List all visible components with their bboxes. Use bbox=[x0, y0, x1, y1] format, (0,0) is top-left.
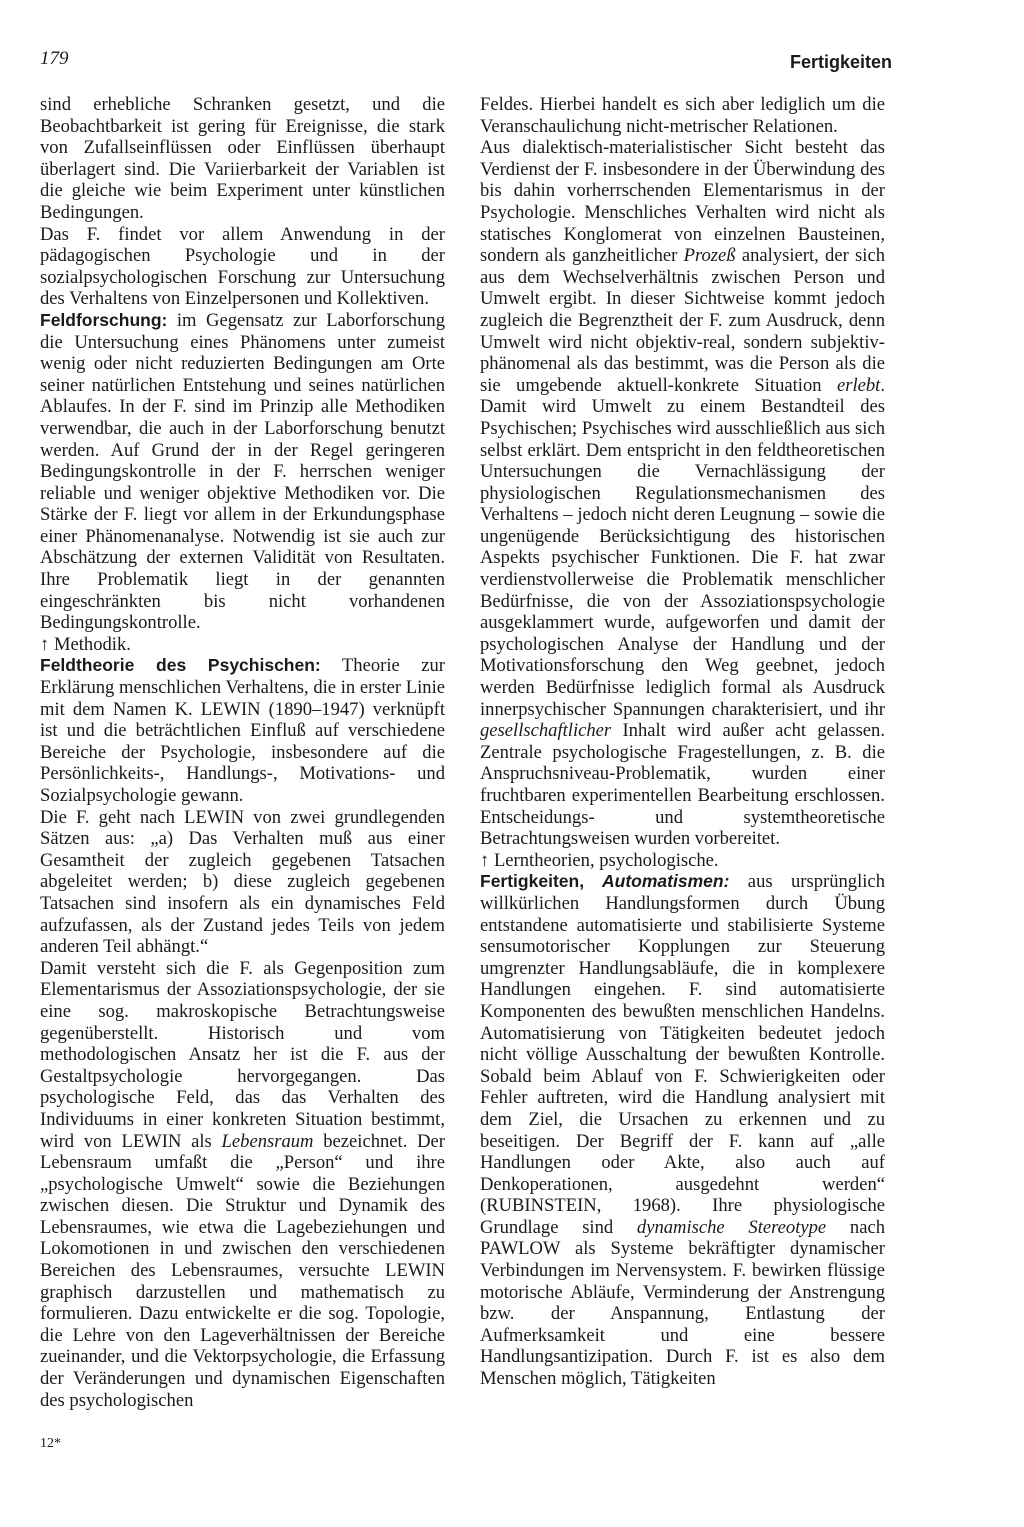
italic-term: Lebensraum bbox=[221, 1130, 314, 1152]
paragraph: Das F. findet vor allem Anwendung in der pädagogischen Psychologie und in der sozialpsychologischen Forschung zur Untersuchung des Verhaltens von Einzelpersonen und Kollektiven. bbox=[40, 223, 445, 310]
paragraph bbox=[480, 137, 885, 850]
text: Damit versteht sich die F. als Gegenposition zum Elementarismus der Assoziationspsychologie, der sie eine sog. makroskopische Betrachtungsweise gegenüberstellt. Historisch und vom methodologischen Ansatz her ist die F. aus der Gestaltpsychologie hervorgegangen. Das psychologische Feld, das das Verhalten des Individuums in einer konkreten Situation bestimmt, wird von LEWIN als bbox=[40, 957, 445, 1152]
paragraph: Die F. geht nach LEWIN von zwei grundlegenden Sätzen aus: „a) Das Verhalten muß aus einer Gesamtheit der zugleich gegebenen Tatsachen abgeleitet werden; b) diese zugleich gegebenen Tatsachen sind insofern als ein dynamisches Feld aufzufassen, als der Zustand jedes Teils von jedem anderen Teil abhängt.“ bbox=[40, 806, 445, 958]
entry-headword: Feldtheorie des Psychischen: bbox=[40, 655, 321, 676]
right-column bbox=[480, 94, 885, 1390]
text: Aus dialektisch-materialistischer Sicht besteht das Verdienst der F. insbesondere in der Überwindung des bis dahin vorherrschenden Elementarismus in der Psychologie. Menschliches Verhalten wird nicht als statisches Konglomerat von einzelnen Bausteinen, sondern als ganzheitlicher bbox=[480, 137, 885, 267]
entry-headword-italic: Automatismen: bbox=[584, 871, 730, 892]
left-column bbox=[40, 94, 445, 1411]
entry-fertigkeiten bbox=[480, 871, 885, 1389]
running-head: Fertigkeiten bbox=[789, 52, 892, 72]
cross-reference: ↑ Methodik. bbox=[40, 633, 131, 655]
paragraph: sind erhebliche Schranken gesetzt, und die Beobachtbarkeit ist gering für Ereignisse, die stark von Zufallseinflüssen oder Einflüssen überhaupt überlagert sind. Die Variierbarkeit der Variablen ist die gleiche wie beim Experiment unter künstlichen Bedingungen. bbox=[40, 94, 445, 223]
page-number: 179 bbox=[40, 48, 69, 69]
italic-term: erlebt bbox=[836, 374, 881, 396]
entry-feldtheorie bbox=[40, 655, 445, 806]
paragraph: Feldes. Hierbei handelt es sich aber lediglich um die Veranschaulichung nicht-metrischer Relationen. bbox=[480, 94, 885, 137]
italic-term: Prozeß bbox=[683, 245, 736, 267]
entry-text: Theorie zur Erklärung menschlichen Verhaltens, die in erster Linie mit dem Namen K. LEWIN (1890–1947) verknüpft ist und die beträchtlichen Einfluß auf verschiedene Bereiche der Psychologie, insbesondere auf die Persönlichkeits-, Handlungs-, Motivations- und Sozialpsychologie gewann. bbox=[40, 655, 445, 806]
signature-mark: 12* bbox=[40, 1436, 61, 1451]
entry-headword: Feldforschung: bbox=[40, 309, 168, 330]
text: analysiert, der sich aus dem Wechselverhältnis zwischen Person und Umwelt ergibt. In dieser Sichtweise kommt jedoch zugleich die Begrenztheit der F. zum Ausdruck, denn Umwelt wird nicht objektiv-real, sondern subjektiv-phänomenal als das bestimmt, was die Person als die sie umgebende aktuell-konkrete Situation bbox=[480, 245, 885, 396]
italic-term: gesellschaftlicher bbox=[480, 720, 612, 742]
entry-text: nach PAWLOW als Systeme bekräftigter dynamischer Verbindungen im Nervensystem. F. bewirken flüssige motorische Abläufe, Verminderung der Anstrengung bzw. der Anspannung, Entlastung der Aufmerksamkeit und eine bessere Handlungsantizipation. Durch F. ist es also dem Menschen möglich, Tätigkeiten bbox=[480, 1216, 885, 1390]
cross-reference: ↑ Lerntheorien, psychologische. bbox=[480, 849, 719, 871]
text: bezeichnet. Der Lebensraum umfaßt die „Person“ und ihre „psychologische Umwelt“ sowie die Beziehungen zwischen diesen. Die Struktur und Dynamik des Lebensraumes, wie etwa die Lagebeziehungen und Lokomotionen in und zwischen den verschiedenen Bereichen des Lebensraumes, versuchte LEWIN graphisch darzustellen und mathematisch zu formulieren. Dazu entwickelte er die sog. Topologie, die Lehre von den Lageverhältnissen der Bereiche zueinander, und die Vektorpsychologie, die Erfassung der Veränderungen und dynamischen Eigenschaften des psychologischen bbox=[40, 1130, 446, 1411]
italic-term: dynamische Stereotype bbox=[636, 1216, 827, 1238]
text: . Damit wird Umwelt zu einem Bestandteil des Psychischen; Psychisches wird ausschließlich aus sich selbst erklärt. Dem entspricht in den feldtheoretischen Untersuchungen die Vernachlässigung der physiologischen Regulationsmechanismen des Verhaltens – jedoch nicht deren Leugnung – sowie die ungenügende Berücksichtigung des historischen Aspekts psychischer Funktionen. Die F. hat zwar verdienstvollerweise die Problematik menschlicher Bedürfnisse, die von der Assoziationspsychologie ausgeklammert wurde, aufgeworfen und damit der psychologischen Analyse der Handlung und der Motivationsforschung den Weg geebnet, jedoch werden Bedürfnisse lediglich formal als Ausdruck innerpsychischer Spannungen charakterisiert, und ihr bbox=[480, 374, 885, 720]
text: Inhalt wird außer acht gelassen. Zentrale psychologische Fragestellungen, z. B. die Anspruchsniveau-Problematik, wurden einer fruchtbaren experimentellen Bearbeitung erschlossen. Entscheidungs- und systemtheoretische Betrachtungsweisen wurden vorbereitet. bbox=[480, 720, 885, 850]
entry-feldforschung bbox=[40, 310, 445, 634]
entry-text: im Gegensatz zur Laborforschung die Untersuchung eines Phänomens unter zumeist wenig oder nicht reduzierten Bedingungen am Orte seiner natürlichen Entstehung und seines natürlichen Ablaufes. In der F. sind im Prinzip alle Methodiken verwendbar, die auch in der Laborforschung benutzt werden. Auf Grund der in der Regel geringeren Bedingungskontrolle in der F. herrschen weniger reliable und weniger objektive Methodiken vor. Die Stärke der F. liegt vor allem in der Erkundungsphase einer Phänomenanalyse. Notwendig ist sie auch zur Abschätzung der externen Validität von Resultaten. Ihre Problematik liegt in der genannten eingeschränkten bis nicht vorhandenen Bedingungskontrolle. bbox=[40, 309, 445, 634]
entry-text: aus ursprünglich willkürlichen Handlungsformen durch Übung entstandene automatisierte und stabilisierte Systeme sensumotorischer Kopplungen zur Steuerung umgrenzter Handlungsabläufe, die in komplexere Handlungen eingehen. F. sind automatisierte Komponenten des bewußten menschlichen Handelns. Automatisierung von Tätigkeiten bedeutet jedoch nicht völlige Ausschaltung der bewußten Kontrolle. Sobald beim Ablauf von F. Schwierigkeiten oder Fehler auftreten, wird die Handlung analysiert mit dem Ziel, die Ursachen zu erkennen und zu beseitigen. Der Begriff der F. kann auf „alle Handlungen oder Akte, also auch auf Denkoperationen, ausgedehnt werden“ (RUBINSTEIN, 1968). Ihre physiologische Grundlage sind bbox=[480, 871, 885, 1238]
entry-headword: Fertigkeiten, bbox=[480, 871, 585, 892]
paragraph bbox=[40, 958, 445, 1411]
